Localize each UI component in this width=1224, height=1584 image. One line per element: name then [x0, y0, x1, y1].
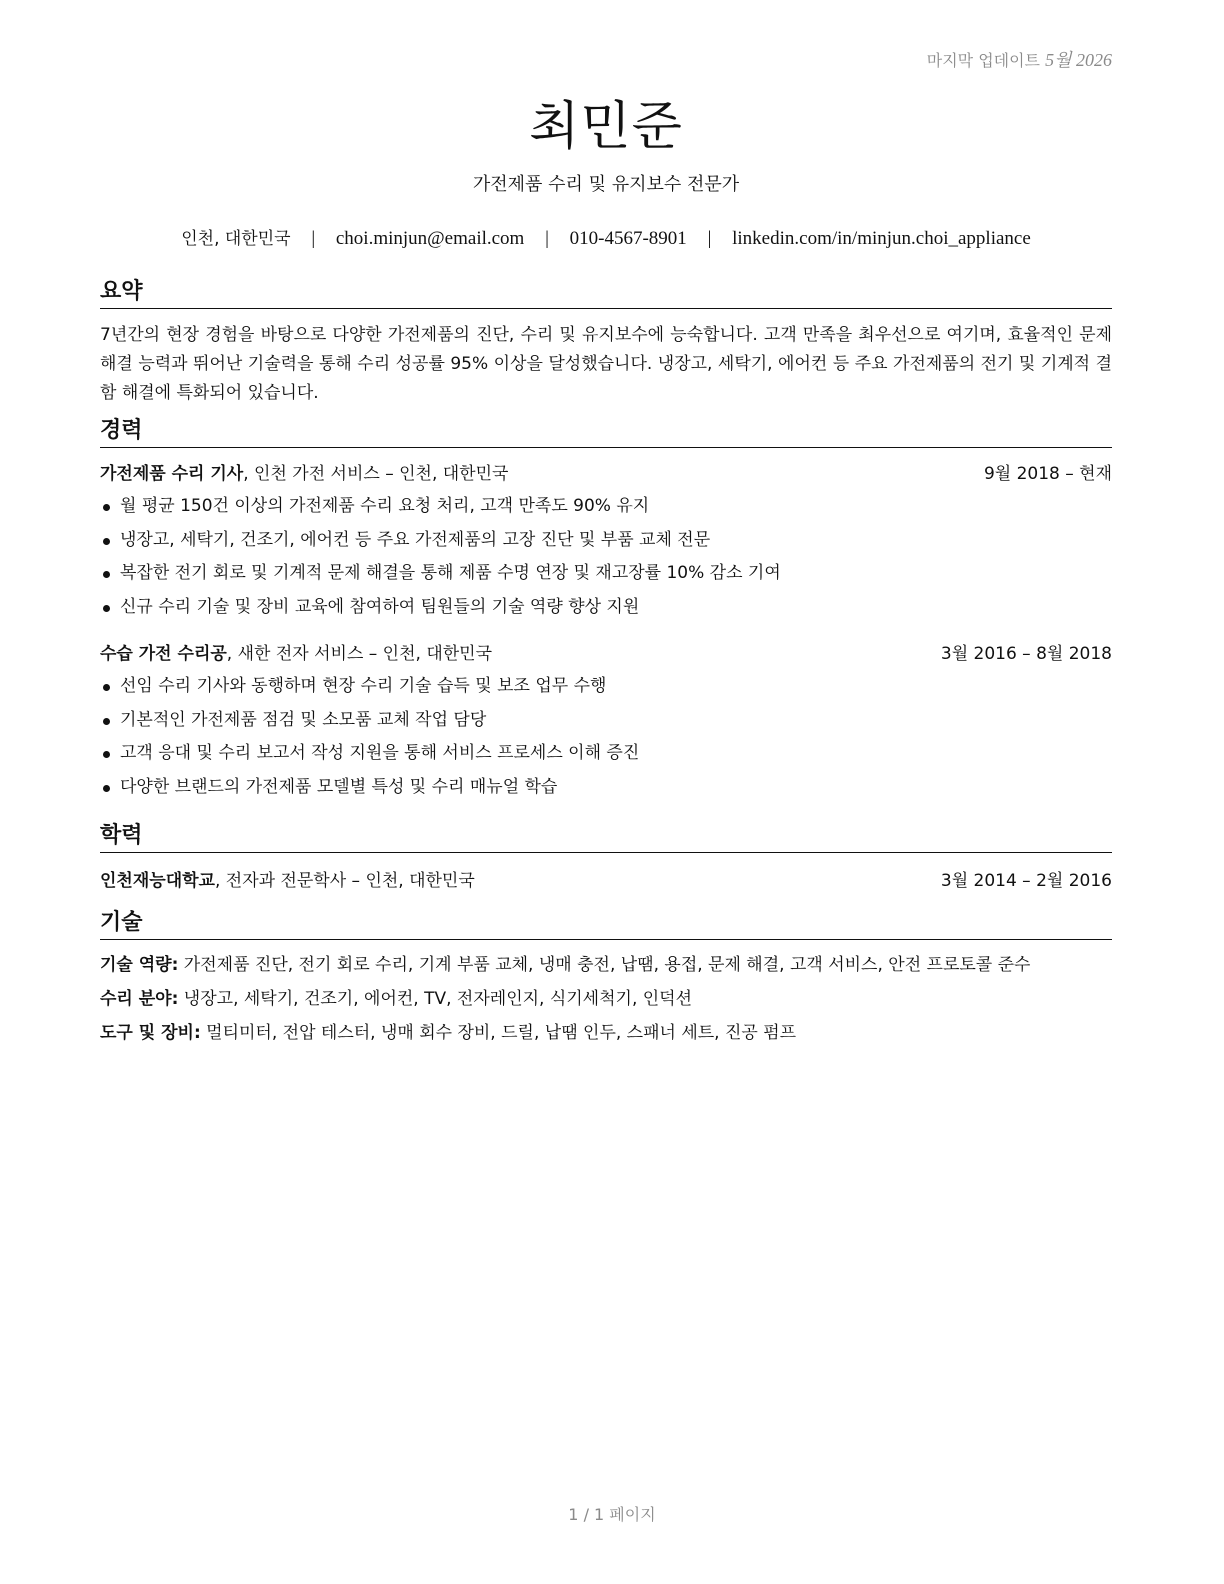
- job-entry: [100, 460, 1112, 624]
- education-heading: 학력: [100, 822, 1112, 853]
- skill-label: 기술 역량:: [100, 955, 179, 975]
- contact-separator: |: [311, 228, 316, 249]
- education-section: [100, 822, 1112, 895]
- contact-email[interactable]: choi.minjun@email.com: [335, 228, 525, 249]
- page-indicator: 1 / 1 페이지: [568, 1505, 656, 1524]
- last-updated-date: 5월 2026: [1045, 50, 1112, 70]
- job-bullet: 다양한 브랜드의 가전제품 모델별 특성 및 수리 매뉴얼 학습: [100, 771, 1112, 805]
- job-title-line: [100, 460, 508, 488]
- skill-label: 도구 및 장비:: [100, 1023, 201, 1043]
- skill-line: [100, 1016, 1112, 1050]
- contact-separator: |: [545, 228, 549, 249]
- contact-separator: |: [707, 228, 712, 249]
- skills-list: [100, 948, 1112, 1050]
- job-bullets: [100, 490, 1112, 624]
- job-bullet: 고객 응대 및 수리 보고서 작성 지원을 통해 서비스 프로세스 이해 증진: [100, 737, 1112, 771]
- job-role: 가전제품 수리 기사: [100, 464, 244, 484]
- summary-heading: 요약: [100, 278, 1112, 309]
- last-updated: [927, 46, 1112, 72]
- job-header: [100, 640, 1112, 668]
- job-company: , 인천 가전 서비스 – 인천, 대한민국: [243, 464, 509, 484]
- job-entry: [100, 640, 1112, 804]
- contact-phone: 010-4567-8901: [569, 228, 687, 249]
- job-bullet: 기본적인 가전제품 점검 및 소모품 교체 작업 담당: [100, 704, 1112, 738]
- skill-value: 멀티미터, 전압 테스터, 냉매 회수 장비, 드릴, 납땜 인두, 스패너 세트, 진공 펌프: [200, 1023, 797, 1043]
- contact-line: [100, 224, 1112, 250]
- contact-linkedin[interactable]: linkedin.com/in/minjun.choi_appliance: [732, 228, 1031, 249]
- job-dates: 9월 2018 – 현재: [983, 464, 1112, 484]
- candidate-subtitle: 가전제품 수리 및 유지보수 전문가: [472, 174, 740, 195]
- skill-value: 냉장고, 세탁기, 건조기, 에어컨, TV, 전자레인지, 식기세척기, 인덕션: [178, 989, 693, 1009]
- resume-page: [100, 0, 1112, 1584]
- summary-text: 7년간의 현장 경험을 바탕으로 다양한 가전제품의 진단, 수리 및 유지보수에 능숙합니다. 고객 만족을 최우선으로 여기며, 효율적인 문제 해결 능력과 뛰어난 기술력을 통해 수리 성공률 95% 이상을 달성했습니다. 냉장고, 세탁기, 에어컨 등 주요 가전제품의 전기 및 기계적 결함 해결에 특화되어 있습니다.: [100, 325, 1112, 403]
- skill-line: [100, 948, 1112, 982]
- experience-heading: 경력: [100, 417, 1112, 448]
- job-bullet: 선임 수리 기사와 동행하며 현장 수리 기술 습득 및 보조 업무 수행: [100, 670, 1112, 704]
- experience-section: [100, 417, 1112, 804]
- job-bullet: 복잡한 전기 회로 및 기계적 문제 해결을 통해 제품 수명 연장 및 재고장률 10% 감소 기여: [100, 557, 1112, 591]
- job-company: , 새한 전자 서비스 – 인천, 대한민국: [226, 644, 493, 664]
- summary-section: [100, 278, 1112, 408]
- candidate-name: 최민준: [529, 97, 683, 157]
- job-bullet: 냉장고, 세탁기, 건조기, 에어컨 등 주요 가전제품의 고장 진단 및 부품 교체 전문: [100, 524, 1112, 558]
- last-updated-label: 마지막 업데이트: [926, 51, 1041, 70]
- job-role: 수습 가전 수리공: [100, 644, 227, 664]
- skill-label: 수리 분야:: [100, 989, 179, 1009]
- education-title-line: [100, 867, 475, 895]
- job-dates: 3월 2016 – 8월 2018: [940, 644, 1112, 664]
- contact-location: 인천, 대한민국: [181, 229, 291, 249]
- skills-heading: 기술: [100, 909, 1112, 940]
- education-entry: [100, 867, 1112, 895]
- education-degree: , 전자과 전문학사 – 인천, 대한민국: [214, 871, 475, 891]
- education-dates: 3월 2014 – 2월 2016: [940, 871, 1112, 891]
- skills-section: [100, 909, 1112, 1050]
- skill-value: 가전제품 진단, 전기 회로 수리, 기계 부품 교체, 냉매 충전, 납땜, 용접, 문제 해결, 고객 서비스, 안전 프로토콜 준수: [178, 955, 1031, 975]
- skill-line: [100, 982, 1112, 1016]
- job-bullet: 신규 수리 기술 및 장비 교육에 참여하여 팀원들의 기술 역량 향상 지원: [100, 591, 1112, 625]
- job-header: [100, 460, 1112, 488]
- job-bullets: [100, 670, 1112, 804]
- education-school: 인천재능대학교: [100, 871, 215, 891]
- job-title-line: [100, 640, 492, 668]
- job-bullet: 월 평균 150건 이상의 가전제품 수리 요청 처리, 고객 만족도 90% 유지: [100, 490, 1112, 524]
